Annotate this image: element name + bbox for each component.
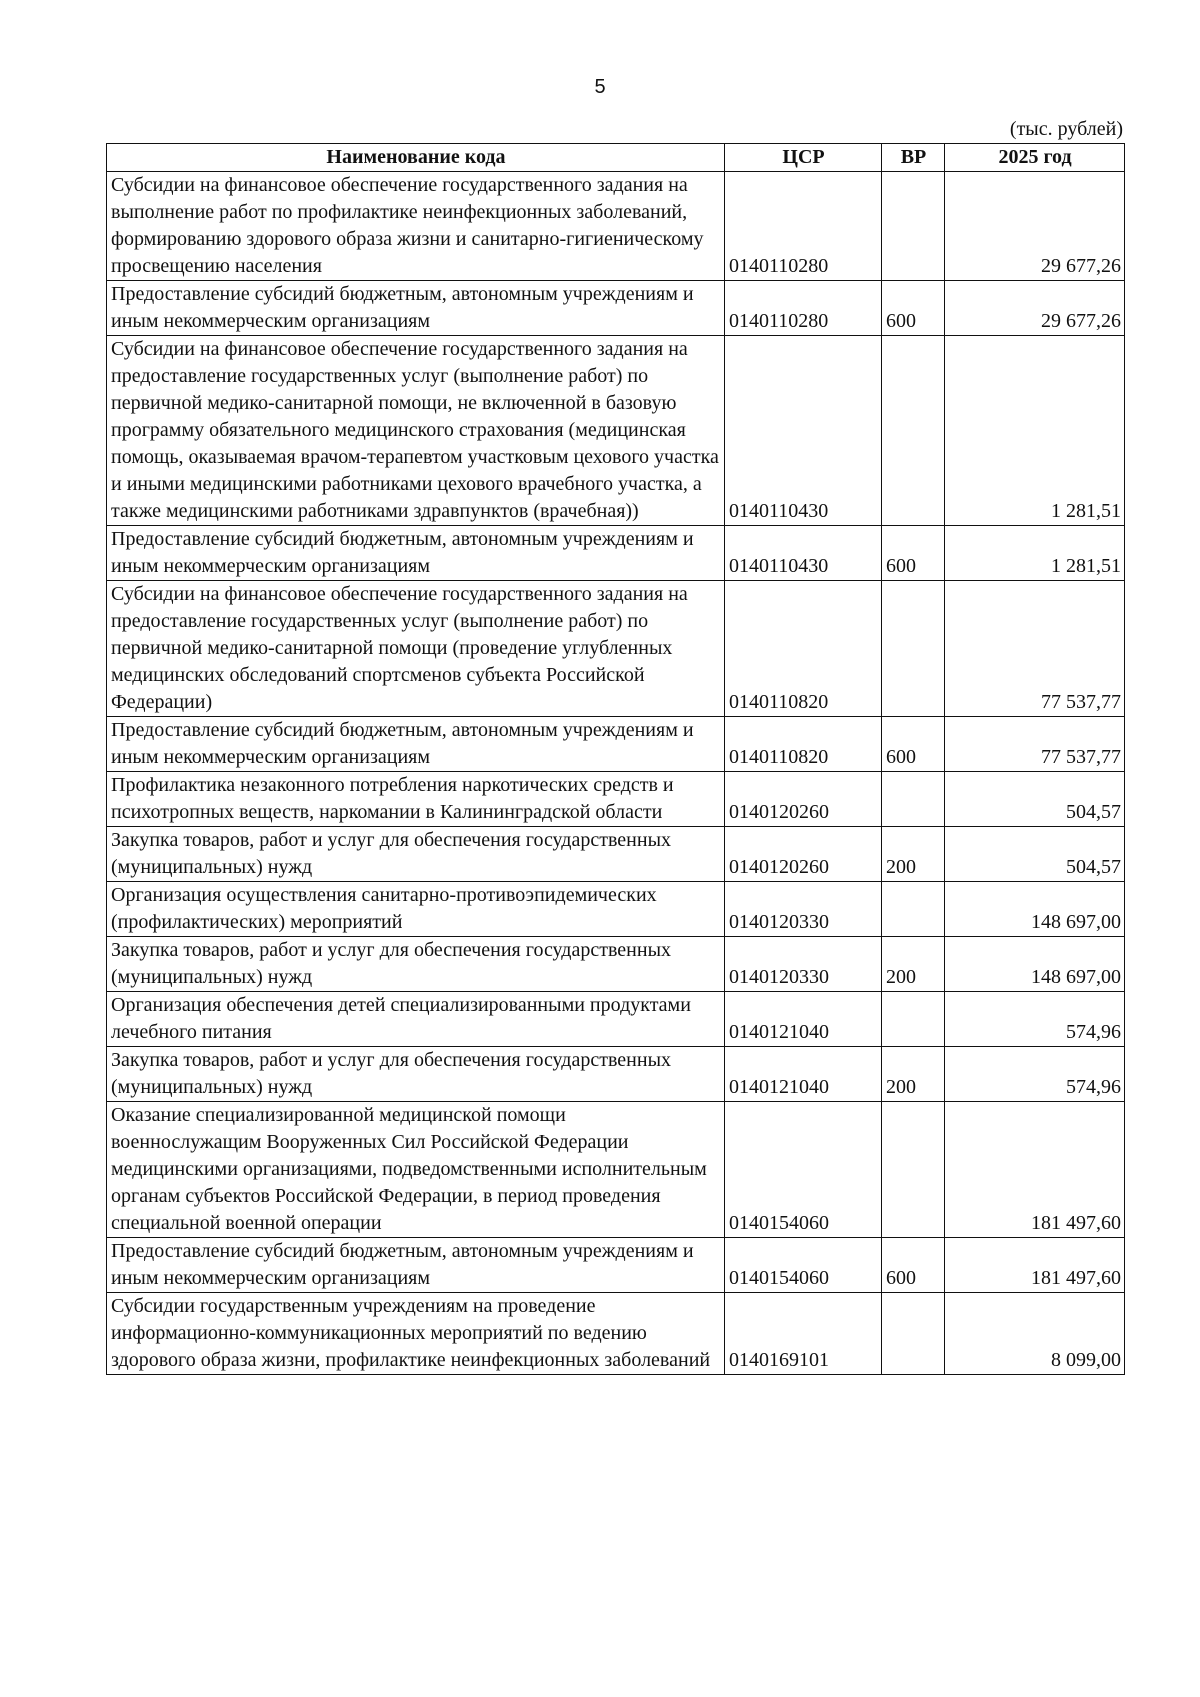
row-csr: 0140120260	[725, 772, 882, 827]
row-vr	[882, 772, 945, 827]
row-vr	[882, 992, 945, 1047]
row-name: Предоставление субсидий бюджетным, автономным учреждениям и иным некоммерческим организациям	[107, 1238, 725, 1293]
table-row	[107, 281, 1125, 336]
row-vr: 600	[882, 281, 945, 336]
table-row	[107, 1293, 1125, 1375]
row-amount: 181 497,60	[945, 1238, 1125, 1293]
table-row	[107, 937, 1125, 992]
row-csr: 0140154060	[725, 1238, 882, 1293]
row-vr	[882, 581, 945, 717]
row-csr: 0140110820	[725, 717, 882, 772]
row-amount: 181 497,60	[945, 1102, 1125, 1238]
row-name: Профилактика незаконного потребления наркотических средств и психотропных веществ, наркомании в Калининградской области	[107, 772, 725, 827]
column-header-name: Наименование кода	[107, 144, 725, 172]
row-amount: 8 099,00	[945, 1293, 1125, 1375]
row-amount: 504,57	[945, 772, 1125, 827]
budget-table	[106, 143, 1125, 1375]
table-row	[107, 772, 1125, 827]
row-amount: 29 677,26	[945, 281, 1125, 336]
column-header-csr: ЦСР	[725, 144, 882, 172]
column-header-year: 2025 год	[945, 144, 1125, 172]
row-name: Предоставление субсидий бюджетным, автономным учреждениям и иным некоммерческим организациям	[107, 281, 725, 336]
row-csr: 0140110280	[725, 281, 882, 336]
row-csr: 0140120330	[725, 882, 882, 937]
row-csr: 0140169101	[725, 1293, 882, 1375]
row-name: Организация осуществления санитарно-противоэпидемических (профилактических) мероприятий	[107, 882, 725, 937]
row-amount: 77 537,77	[945, 581, 1125, 717]
row-name: Закупка товаров, работ и услуг для обеспечения государственных (муниципальных) нужд	[107, 937, 725, 992]
row-csr: 0140110280	[725, 172, 882, 281]
row-vr	[882, 1102, 945, 1238]
row-vr: 200	[882, 1047, 945, 1102]
table-row	[107, 526, 1125, 581]
table-row	[107, 1238, 1125, 1293]
page-number: 5	[594, 76, 606, 98]
row-vr: 200	[882, 937, 945, 992]
table-row	[107, 581, 1125, 717]
table-row	[107, 717, 1125, 772]
row-amount: 504,57	[945, 827, 1125, 882]
row-vr: 600	[882, 526, 945, 581]
row-name: Закупка товаров, работ и услуг для обеспечения государственных (муниципальных) нужд	[107, 1047, 725, 1102]
row-vr	[882, 336, 945, 526]
row-amount: 1 281,51	[945, 526, 1125, 581]
column-header-vr: ВР	[882, 144, 945, 172]
row-csr: 0140110820	[725, 581, 882, 717]
table-row	[107, 1047, 1125, 1102]
row-csr: 0140110430	[725, 526, 882, 581]
row-amount: 1 281,51	[945, 336, 1125, 526]
row-name: Закупка товаров, работ и услуг для обеспечения государственных (муниципальных) нужд	[107, 827, 725, 882]
table-row	[107, 827, 1125, 882]
row-vr	[882, 882, 945, 937]
table-row	[107, 1102, 1125, 1238]
row-amount: 29 677,26	[945, 172, 1125, 281]
row-amount: 148 697,00	[945, 882, 1125, 937]
row-name: Субсидии на финансовое обеспечение государственного задания на выполнение работ по профилактике неинфекционных заболеваний, формированию здорового образа жизни и санитарно-гигиеническому просвещению населения	[107, 172, 725, 281]
row-name: Предоставление субсидий бюджетным, автономным учреждениям и иным некоммерческим организациям	[107, 526, 725, 581]
row-amount: 574,96	[945, 1047, 1125, 1102]
row-amount: 77 537,77	[945, 717, 1125, 772]
row-csr: 0140154060	[725, 1102, 882, 1238]
row-name: Субсидии на финансовое обеспечение государственного задания на предоставление государственных услуг (выполнение работ) по первичной медико-санитарной помощи (проведение углубленных медицинских обследований спортсменов субъекта Российской Федерации)	[107, 581, 725, 717]
row-csr: 0140121040	[725, 1047, 882, 1102]
row-csr: 0140121040	[725, 992, 882, 1047]
row-name: Предоставление субсидий бюджетным, автономным учреждениям и иным некоммерческим организациям	[107, 717, 725, 772]
row-csr: 0140110430	[725, 336, 882, 526]
row-vr: 200	[882, 827, 945, 882]
row-name: Субсидии на финансовое обеспечение государственного задания на предоставление государственных услуг (выполнение работ) по первичной медико-санитарной помощи, не включенной в базовую программу обязательного медицинского страхования (медицинская помощь, оказываемая врачом-терапевтом участковым цехового участка и иными медицинскими работниками цехового врачебного участка, а также медицинскими работниками здравпунктов (врачебная))	[107, 336, 725, 526]
row-name: Оказание специализированной медицинской помощи военнослужащим Вооруженных Сил Российской Федерации медицинскими организациями, подведомственными исполнительным органам субъектов Российской Федерации, в период проведения специальной военной операции	[107, 1102, 725, 1238]
table-row	[107, 882, 1125, 937]
row-name: Организация обеспечения детей специализированными продуктами лечебного питания	[107, 992, 725, 1047]
row-amount: 148 697,00	[945, 937, 1125, 992]
row-csr: 0140120260	[725, 827, 882, 882]
table-row	[107, 172, 1125, 281]
table-header-row	[107, 144, 1125, 172]
row-amount: 574,96	[945, 992, 1125, 1047]
row-vr: 600	[882, 1238, 945, 1293]
row-name: Субсидии государственным учреждениям на проведение информационно-коммуникационных мероприятий по ведению здорового образа жизни, профилактике неинфекционных заболеваний	[107, 1293, 725, 1375]
row-vr	[882, 172, 945, 281]
row-vr: 600	[882, 717, 945, 772]
table-row	[107, 336, 1125, 526]
row-vr	[882, 1293, 945, 1375]
row-csr: 0140120330	[725, 937, 882, 992]
units-label: (тыс. рублей)	[1009, 118, 1123, 140]
table-row	[107, 992, 1125, 1047]
